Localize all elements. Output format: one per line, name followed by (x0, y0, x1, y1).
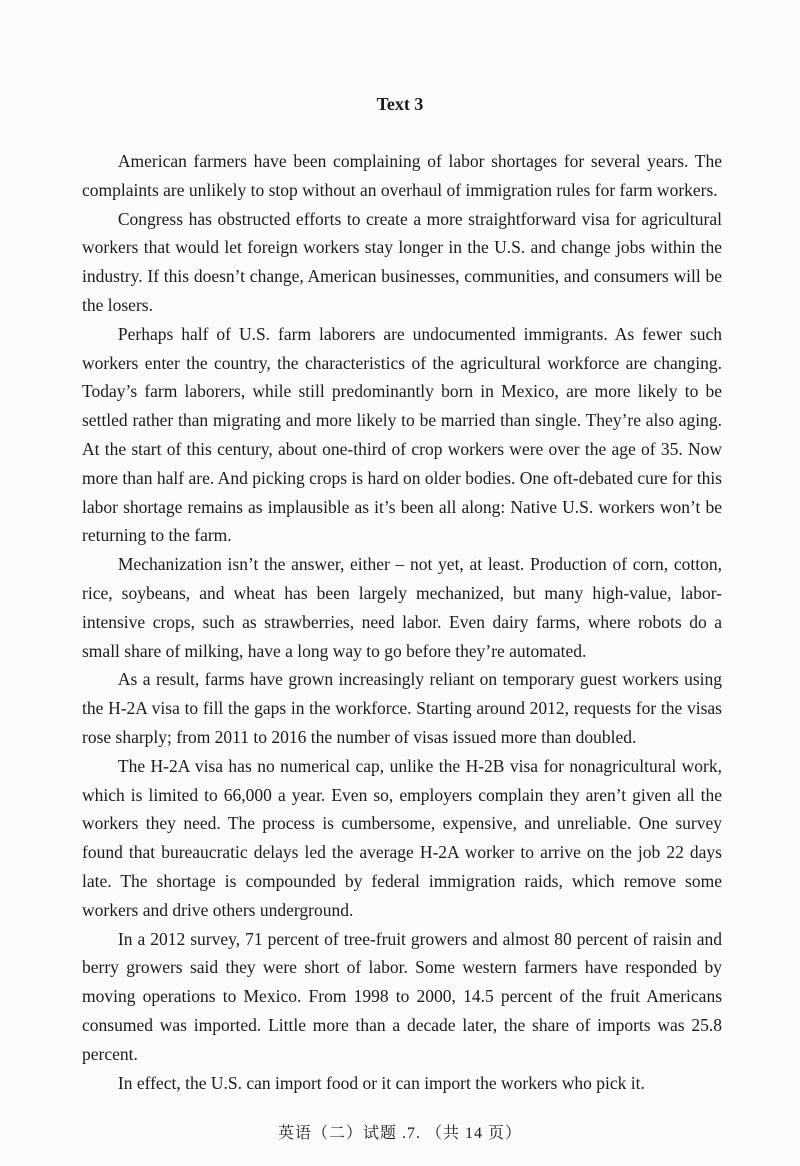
paragraph-3: Perhaps half of U.S. farm laborers are undocumented immigrants. As fewer such workers enter the country, the characteristics of the agricultural workforce are changing. Today’s farm laborers, while still predominantly born in Mexico, are more likely to be settled rather than migrating and more likely to be married than single. They’re also aging. At the start of this century, about one-third of crop workers were over the age of 35. Now more than half are. And picking crops is hard on older bodies. One oft-debated cure for this labor shortage remains as implausible as it’s been all along: Native U.S. workers won’t be returning to the farm. (82, 323, 722, 546)
page-footer: 英语（二）试题 .7. （共 14 页） (277, 1125, 522, 1142)
paragraph-7: In a 2012 survey, 71 percent of tree-fruit growers and almost 80 percent of raisin and berry growers said they were short of labor. Some western farmers have responded by moving operations to Mexico. From 1998 to 2000, 14.5 percent of the fruit Americans consumed was imported. Little more than a decade later, the share of imports was 25.8 percent. (82, 928, 722, 1064)
paragraph-6: The H-2A visa has no numerical cap, unlike the H-2B visa for nonagricultural work, which is limited to 66,000 a year. Even so, employers complain they aren’t given all the workers they need. The process is cumbersome, expensive, and unreliable. One survey found that bureaucratic delays led the average H-2A worker to arrive on the job 22 days late. The shortage is compounded by federal immigration raids, which remove some workers and drive others underground. (82, 755, 722, 920)
passage-body (82, 147, 722, 1097)
paragraph-4: Mechanization isn’t the answer, either – not yet, at least. Production of corn, cotton, rice, soybeans, and wheat has been largely mechanized, but many high-value, labor-intensive crops, such as strawberries, need labor. Even dairy farms, where robots do a small share of milking, have a long way to go before they’re automated. (82, 554, 722, 661)
section-title: Text 3 (376, 94, 424, 114)
paragraph-5: As a result, farms have grown increasingly reliant on temporary guest workers using the H-2A visa to fill the gaps in the workforce. Starting around 2012, requests for the visas rose sharply; from 2011 to 2016 the number of visas issued more than doubled. (82, 669, 722, 747)
paragraph-8: In effect, the U.S. can import food or it can import the workers who pick it. (117, 1072, 645, 1093)
paragraph-2: Congress has obstructed efforts to create a more straightforward visa for agricultural workers that would let foreign workers stay longer in the U.S. and change jobs within the industry. If this doesn’t change, American businesses, communities, and consumers will be the losers. (82, 208, 722, 315)
paragraph-1: American farmers have been complaining of labor shortages for several years. The complaints are unlikely to stop without an overhaul of immigration rules for farm workers. (82, 151, 722, 200)
